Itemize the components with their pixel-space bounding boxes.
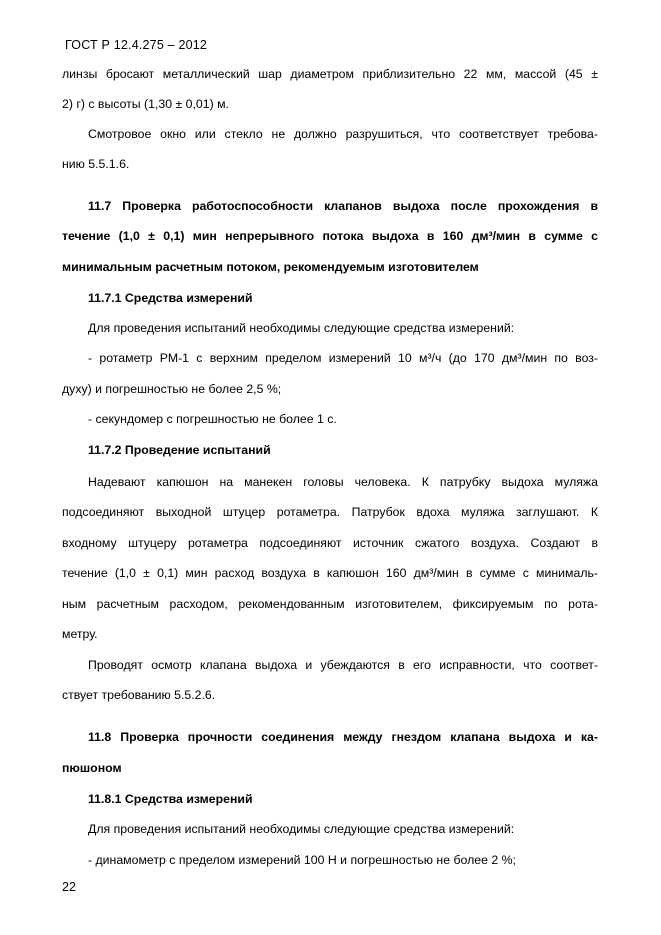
list-item: - секундомер с погрешностью не более 1 с. (88, 412, 337, 426)
section-heading-11-7: течение (1,0 ± 0,1) мин непрерывного потока выдоха в 160 дм³/мин в сумме с (62, 229, 598, 243)
text-line: Смотровое окно или стекло не должно разрушиться, что соответствует требова- (88, 127, 598, 141)
list-item: духу) и погрешностью не более 2,5 %; (62, 382, 282, 396)
text-line: Проводят осмотр клапана выдоха и убеждаются в его исправности, что соответ- (88, 658, 598, 672)
section-heading-11-7: 11.7 Проверка работоспособности клапанов выдоха после прохождения в (88, 199, 598, 213)
text-line: течение (1,0 ± 0,1) мин расход воздуха в капюшон 160 дм³/мин в сумме с минималь- (62, 566, 598, 580)
subsection-heading-11-7-1: 11.7.1 Средства измерений (88, 291, 253, 305)
page-number: 22 (62, 880, 76, 894)
document-header: ГОСТ Р 12.4.275 – 2012 (65, 38, 208, 52)
text-line: подсоединяют выходной штуцер ротаметра. Патрубок вдоха муляжа заглушают. К (62, 505, 598, 519)
text-line: Надевают капюшон на манекен головы человека. К патрубку выдоха муляжа (88, 475, 598, 489)
subsection-heading-11-8-1: 11.8.1 Средства измерений (88, 792, 253, 806)
text-line: ным расчетным расходом, рекомендованным изготовителем, фиксируемым по рота- (62, 597, 598, 611)
list-item: - динамометр с пределом измерений 100 Н и погрешностью не более 2 %; (88, 853, 516, 867)
text-line: ствует требованию 5.5.2.6. (62, 688, 216, 702)
text-line: метру. (62, 627, 98, 641)
subsection-heading-11-7-2: 11.7.2 Проведение испытаний (88, 443, 271, 457)
text-line: линзы бросают металлический шар диаметром приблизительно 22 мм, массой (45 ± (62, 67, 598, 81)
text-line: входному штуцеру ротаметра подсоединяют источник сжатого воздуха. Создают в (62, 536, 598, 550)
section-heading-11-8: 11.8 Проверка прочности соединения между гнездом клапана выдоха и ка- (88, 730, 598, 744)
text-line: 2) г) с высоты (1,30 ± 0,01) м. (62, 97, 229, 111)
list-item: - ротаметр РМ-1 с верхним пределом измерений 10 м³/ч (до 170 дм³/мин по воз- (88, 351, 598, 365)
text-line: нию 5.5.1.6. (62, 157, 130, 171)
text-line: Для проведения испытаний необходимы следующие средства измерений: (88, 321, 515, 335)
section-heading-11-8: пюшоном (62, 761, 122, 775)
text-line: Для проведения испытаний необходимы следующие средства измерений: (88, 822, 515, 836)
section-heading-11-7: минимальным расчетным потоком, рекомендуемым изготовителем (62, 260, 479, 274)
